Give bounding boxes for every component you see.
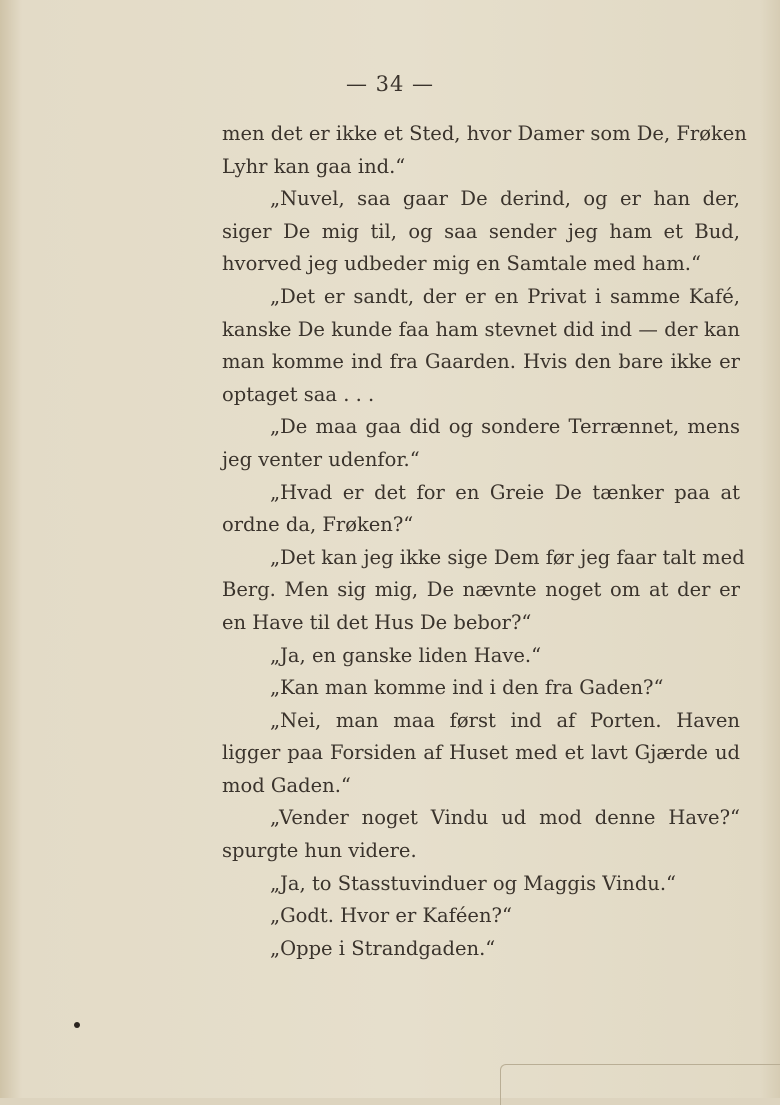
- text-line: „Ja, to Stasstuvinduer og Maggis Vindu.“: [270, 871, 677, 895]
- text-line: Lyhr kan gaa ind.“: [222, 154, 406, 178]
- text-line: „Kan man komme ind i den fra Gaden?“: [270, 676, 664, 700]
- text-line: jeg venter udenfor.“: [222, 447, 420, 471]
- text-line: ordne da, Frøken?“: [222, 513, 414, 537]
- page-corner-edge: [500, 1064, 780, 1105]
- text-line: men det er ikke et Sted, hvor Damer som De, Frøken: [222, 122, 747, 145]
- ink-speck: [74, 1022, 80, 1028]
- text-line: „Det kan jeg ikke sige Dem før jeg faar talt med: [270, 545, 745, 569]
- page-number: — 34 —: [345, 72, 435, 96]
- text-line: „Ja, en ganske liden Have.“: [270, 643, 542, 667]
- text-line: „De maa gaa did og sondere Terrænnet, mens: [270, 415, 740, 439]
- text-line: „Nei, man maa først ind af Porten. Haven: [270, 708, 740, 732]
- text-line: hvorved jeg udbeder mig en Samtale med ham.“: [222, 252, 701, 276]
- text-line: Berg. Men sig mig, De nævnte noget om at der er: [222, 578, 740, 602]
- text-line: „Det er sandt, der er en Privat i samme Kafé,: [270, 284, 740, 308]
- text-line: „Godt. Hvor er Kaféen?“: [270, 904, 512, 928]
- text-line: „Hvad er det for en Greie De tænker paa at: [270, 480, 740, 504]
- text-line: spurgte hun videre.: [222, 839, 417, 863]
- text-line: ligger paa Forsiden af Huset med et lavt Gjærde ud: [222, 741, 740, 765]
- text-line: „Nuvel, saa gaar De derind, og er han der,: [270, 187, 740, 211]
- text-line: „Vender noget Vindu ud mod denne Have?“: [270, 806, 740, 830]
- text-line: optaget saa . . .: [222, 382, 375, 406]
- text-line: mod Gaden.“: [222, 773, 351, 797]
- text-line: kanske De kunde faa ham stevnet did ind — der kan: [222, 317, 740, 341]
- body-text: [222, 118, 747, 965]
- text-line: en Have til det Hus De bebor?“: [222, 610, 532, 634]
- text-line: man komme ind fra Gaarden. Hvis den bare ikke er: [222, 350, 740, 374]
- text-line: siger De mig til, og saa sender jeg ham et Bud,: [222, 219, 740, 243]
- text-line: „Oppe i Strandgaden.“: [270, 936, 496, 960]
